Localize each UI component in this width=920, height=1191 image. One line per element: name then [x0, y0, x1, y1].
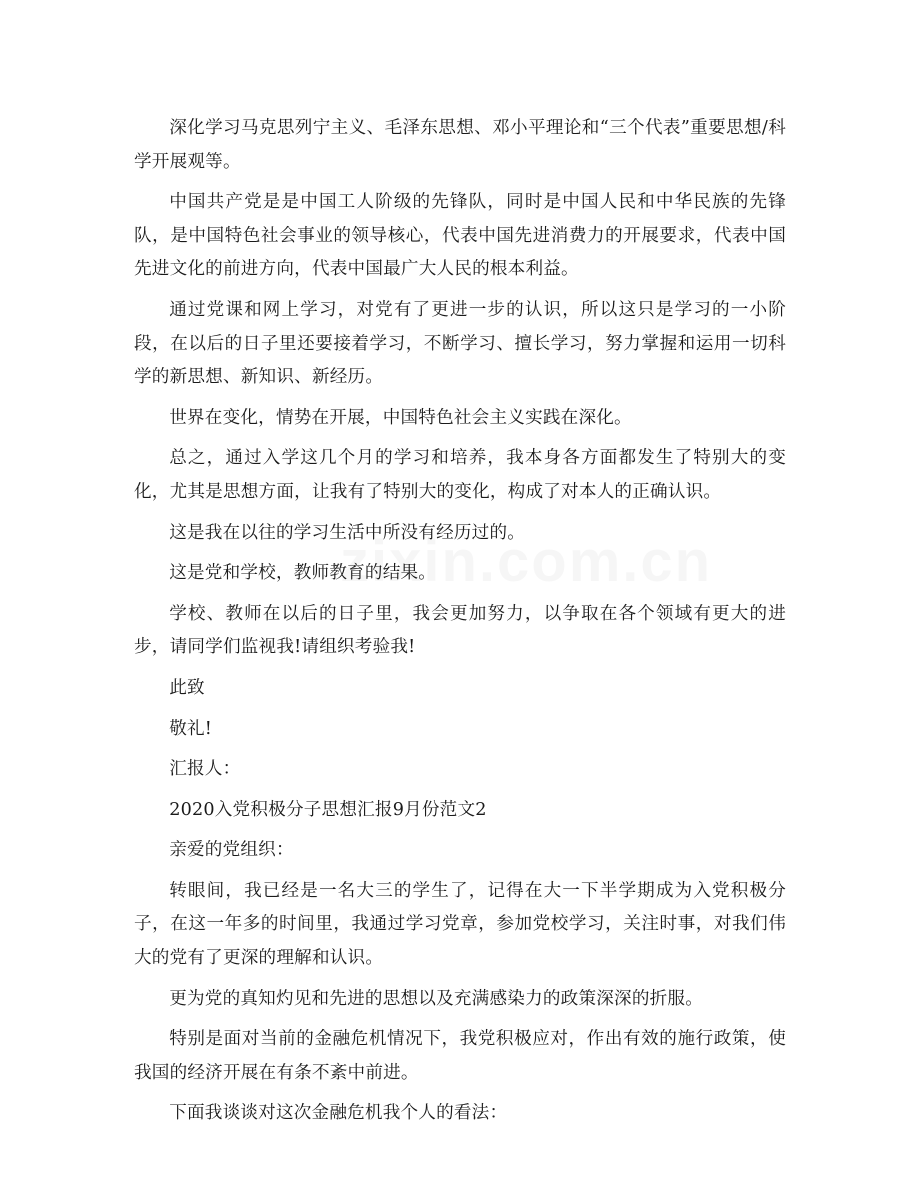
paragraph: 总之，通过入学这几个月的学习和培养，我本身各方面都发生了特别大的变化，尤其是思想方面，让我有了特别大的变化，构成了对本人的正确认识。 — [134, 448, 786, 502]
paragraph: 转眼间，我已经是一名大三的学生了，记得在大一下半学期成为入党积极分子，在这一年多的时间里，我通过学习党章，参加党校学习，关注时事，对我们伟大的党有了更深的理解和认识。 — [134, 880, 786, 969]
paragraph: 中国共产党是是中国工人阶级的先锋队，同时是中国人民和中华民族的先锋队，是中国特色社会事业的领导核心，代表中国先进消费力的开展要求，代表中国先进文化的前进方向，代表中国最广大人民的根本利益。 — [134, 192, 786, 280]
closing-salutation: 此致 — [169, 677, 205, 698]
paragraph: 深化学习马克思列宁主义、毛泽东思想、邓小平理论和“三个代表”重要思想/科学开展观等。 — [134, 118, 786, 172]
paragraph: 更为党的真知灼见和先进的思想以及充满感染力的政策深深的折服。 — [169, 988, 704, 1009]
paragraph: 下面我谈谈对这次金融危机我个人的看法： — [169, 1103, 508, 1124]
paragraph: 特别是面对当前的金融危机情况下，我党积极应对，作出有效的施行政策，使我国的经济开展在有条不紊中前进。 — [134, 1029, 786, 1083]
section-title: 2020入党积极分子思想汇报9月份范文2 — [169, 799, 487, 820]
paragraph: 学校、教师在以后的日子里，我会更加努力，以争取在各个领域有更大的进步，请同学们监视我!请组织考验我! — [134, 603, 786, 658]
paragraph: 世界在变化，情势在开展，中国特色社会主义实践在深化。 — [169, 407, 632, 428]
signature-label: 汇报人： — [169, 759, 241, 780]
paragraph: 通过党课和网上学习，对党有了更进一步的认识，所以这只是学习的一小阶段，在以后的日子里还要接着学习，不断学习、擅长学习，努力掌握和运用一切科学的新思想、新知识、新经历。 — [134, 299, 786, 388]
document-body — [134, 112, 786, 1138]
greeting: 亲爱的党组织： — [169, 840, 294, 861]
paragraph: 这是党和学校，教师教育的结果。 — [169, 563, 437, 584]
closing-regards: 敬礼! — [169, 718, 213, 739]
paragraph: 这是我在以往的学习生活中所没有经历过的。 — [169, 522, 526, 543]
